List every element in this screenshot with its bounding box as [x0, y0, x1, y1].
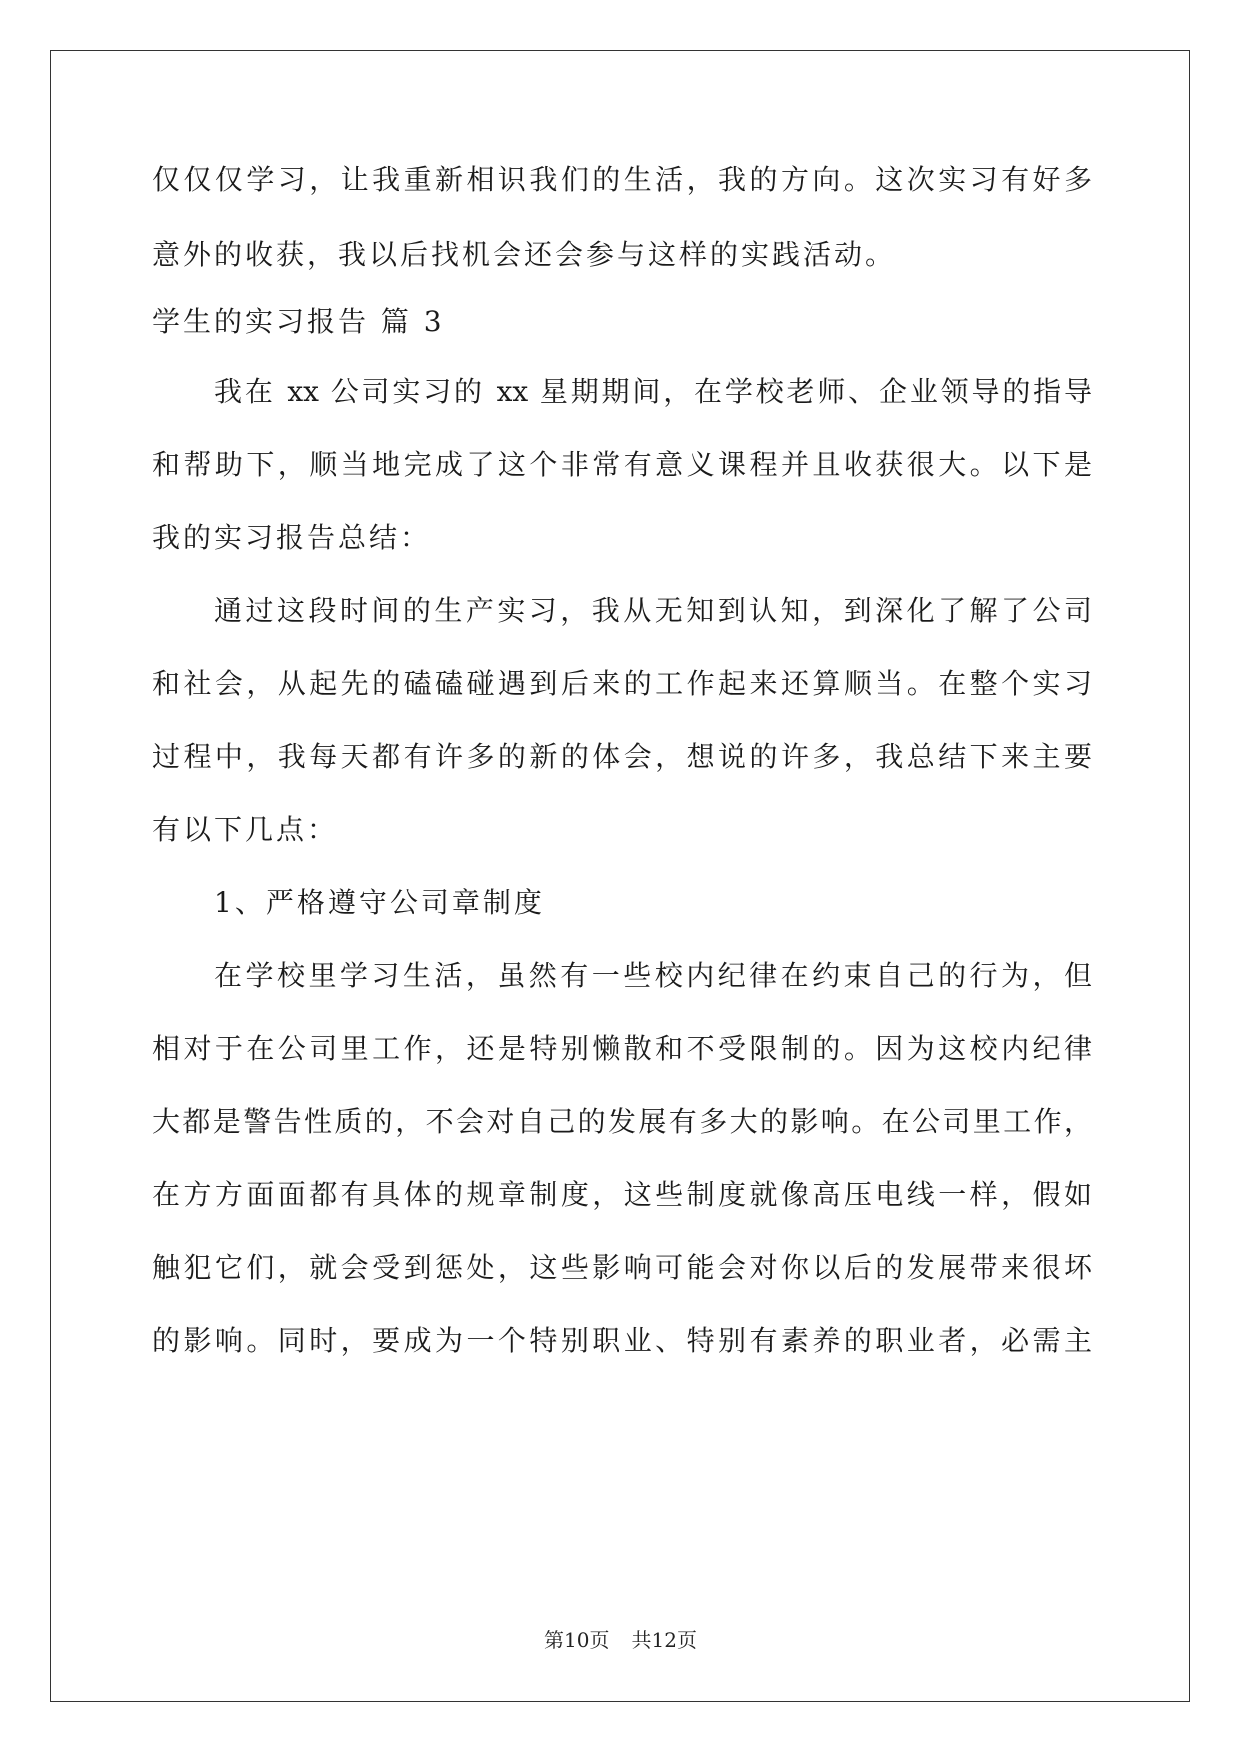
paragraph-line: 在学校里学习生活，虽然有一些校内纪律在约束自己的行为，但: [214, 959, 1092, 992]
paragraph-line: 和社会，从起先的磕磕碰遇到后来的工作起来还算顺当。在整个实习: [152, 667, 1092, 700]
paragraph-line: 过程中，我每天都有许多的新的体会，想说的许多，我总结下来主要: [152, 740, 1092, 773]
paragraph-line: 和帮助下，顺当地完成了这个非常有意义课程并且收获很大。以下是: [152, 448, 1092, 481]
paragraph-line: 意外的收获，我以后找机会还会参与这样的实践活动。: [152, 238, 897, 271]
page-footer: [0, 1628, 1241, 1652]
paragraph-line: 大都是警告性质的，不会对自己的发展有多大的影响。在公司里工作，: [152, 1105, 1092, 1138]
paragraph-line: 有以下几点：: [152, 813, 339, 846]
list-item-heading: 1、严格遵守公司章制度: [214, 886, 545, 919]
page-frame: [50, 50, 1190, 1702]
paragraph-line: 相对于在公司里工作，还是特别懒散和不受限制的。因为这校内纪律: [152, 1032, 1092, 1065]
section-heading: 学生的实习报告 篇 3: [152, 305, 445, 338]
page-number: 第10页: [544, 1628, 610, 1652]
paragraph-line: 我在 xx 公司实习的 xx 星期期间，在学校老师、企业领导的指导: [214, 375, 1092, 408]
paragraph-line: 在方方面面都有具体的规章制度，这些制度就像高压电线一样，假如: [152, 1178, 1092, 1211]
page-total: 共12页: [631, 1628, 697, 1652]
paragraph-line: 触犯它们，就会受到惩处，这些影响可能会对你以后的发展带来很坏: [152, 1251, 1092, 1284]
paragraph-line: 仅仅仅学习，让我重新相识我们的生活，我的方向。这次实习有好多: [152, 163, 1092, 196]
paragraph-line: 的影响。同时，要成为一个特别职业、特别有素养的职业者，必需主: [152, 1324, 1092, 1357]
paragraph-line: 通过这段时间的生产实习，我从无知到认知，到深化了解了公司: [214, 594, 1092, 627]
paragraph-line: 我的实习报告总结：: [152, 521, 432, 554]
